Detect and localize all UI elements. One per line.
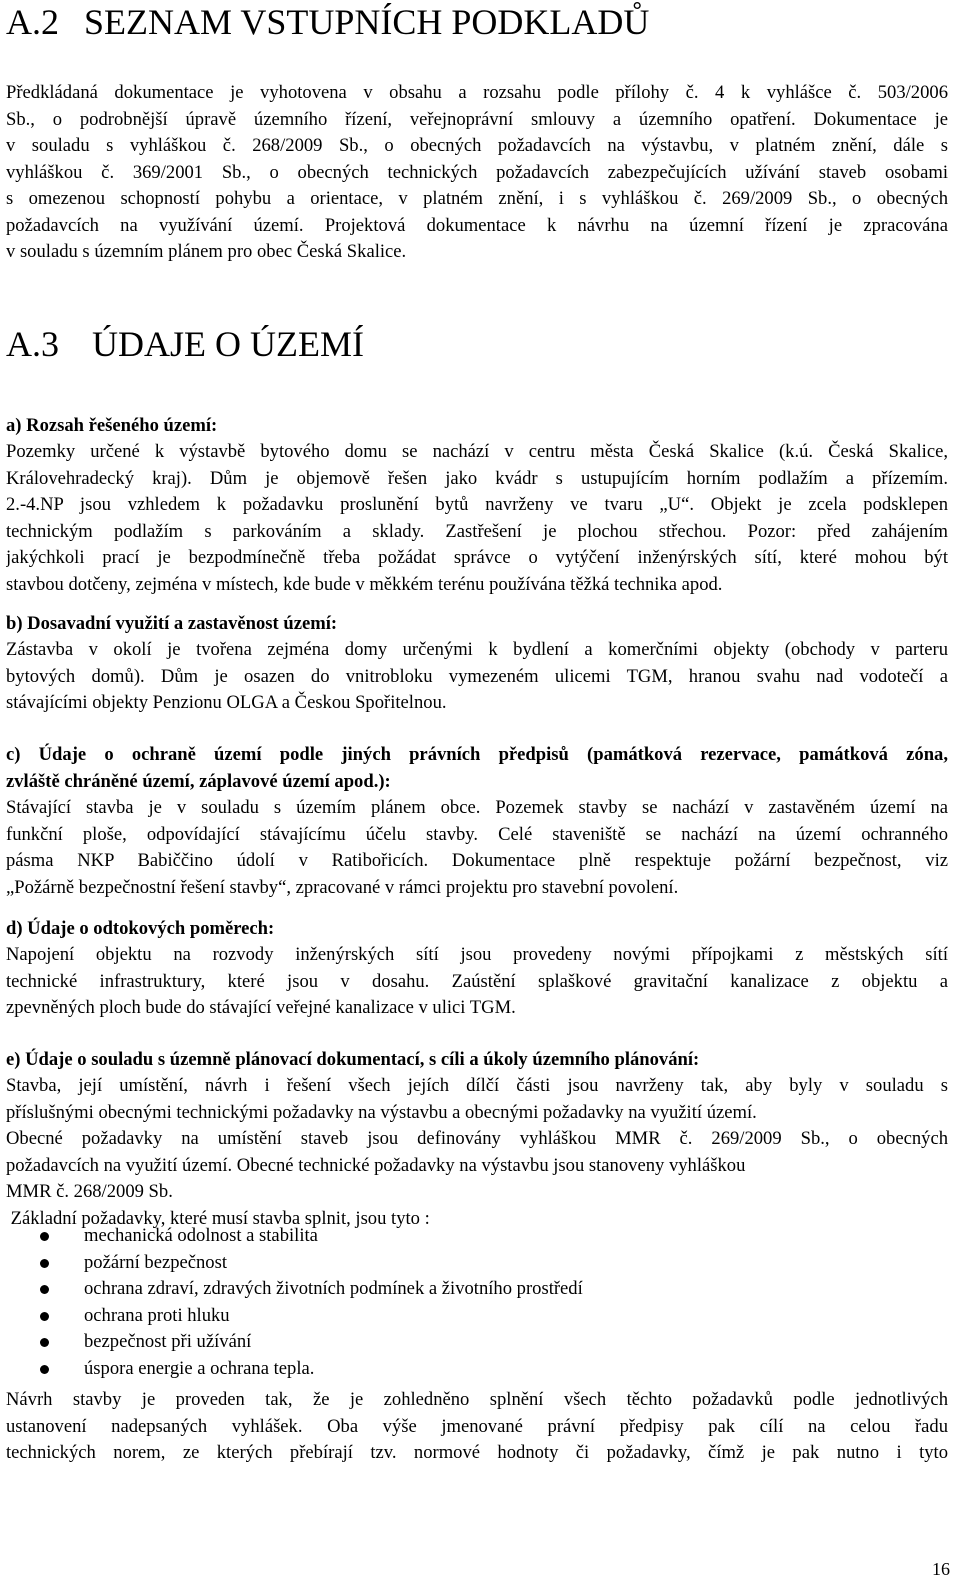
- list-item-text: ochrana zdraví, zdravých životních podmínek a životního prostředí: [84, 1278, 583, 1299]
- section-a-body: [6, 439, 948, 598]
- section-e-body: [6, 1073, 948, 1232]
- section-b-title: b) Dosavadní využití a zastavěnost území:: [6, 613, 338, 634]
- list-item-text: ochrana proti hluku: [84, 1304, 230, 1326]
- section-a-line: 2.-4.NP jsou vzhledem k požadavku proslunění bytů navrženy ve tvaru „U“. Objekt je zcela podsklepen: [6, 494, 948, 515]
- intro-line: s omezenou schopností pohybu a orientace, v platném znění, i s vyhláškou č. 269/2009 Sb., o obecných: [6, 188, 948, 209]
- section-c-title-line: c) Údaje o ochraně území podle jiných právních předpisů (památková rezervace, památková zóna,: [6, 744, 948, 765]
- section-e-line: příslušnými obecnými technickými požadavky na výstavbu a obecnými požadavky na využití území.: [6, 1101, 757, 1123]
- closing-line: technických norem, ze kterých přebírají tzv. normové hodnoty či požadavky, čímž je pak nutno i tyto: [6, 1442, 948, 1463]
- heading-a2: [6, 0, 649, 44]
- bullet-icon: [40, 1232, 49, 1241]
- section-d-line: zpevněných ploch bude do stávající veřejné kanalizace v ulici TGM.: [6, 997, 516, 1018]
- bullet-icon: [40, 1259, 49, 1268]
- section-e-line: Stavba, její umístění, návrh i řešení všech jejích dílčí části jsou navrženy tak, aby byly v souladu s: [6, 1075, 948, 1096]
- section-a-line: jakýchkoli prací je bezpodmínečně třeba požádat správce o vytýčení inženýrských sítí, které mohou být: [6, 547, 948, 568]
- intro-line: vyhláškou č. 369/2001 Sb., o obecných technických požadavcích zabezpečujících užívání staveb osobami: [6, 161, 948, 183]
- section-b-line: Zástavba v okolí je tvořena zejména domy určenými k bydlení a komerčními objekty (obchody v parteru: [6, 639, 948, 660]
- section-a-line: technickým podlažím s parkováním a sklady. Zastřešení je plochou střechou. Pozor: před zahájením: [6, 520, 948, 542]
- section-d-line: Napojení objektu na rozvody inženýrských sítí jsou provedeny novými přípojkami z městských sítí: [6, 944, 948, 965]
- section-e-line: požadavcích na využití území. Obecné technické požadavky na výstavbu jsou stanoveny vyhláškou: [6, 1154, 746, 1176]
- section-e-line: MMR č. 268/2009 Sb.: [6, 1181, 173, 1202]
- heading-a3-title: ÚDAJE O ÚZEMÍ: [92, 324, 364, 364]
- intro-line: v souladu s územním plánem pro obec Česká Skalice.: [6, 241, 407, 262]
- bullet-icon: [40, 1338, 49, 1347]
- section-a-line: Královehradecký kraj). Dům je objemově řešen jako kvádr s ustupujícím horním podlažím a přízemím.: [6, 467, 948, 489]
- list-item-text: mechanická odolnost a stabilita: [84, 1225, 318, 1246]
- section-b-body: [6, 637, 948, 717]
- section-e-closing: [6, 1387, 948, 1467]
- section-b-line: bytových domů). Dům je osazen do vnitrobloku vymezeném ulicemi TGM, hranou svahu nad vodotečí a: [6, 665, 948, 687]
- section-c-line: pásma NKP Babiččino údolí v Ratibořicích. Dokumentace plně respektuje požární bezpečnost, viz: [6, 850, 948, 871]
- intro-paragraph: [6, 80, 948, 266]
- section-e-line: Obecné požadavky na umístění staveb jsou definovány vyhláškou MMR č. 269/2009 Sb., o obecných: [6, 1128, 948, 1149]
- closing-line: ustanovení nadepsaných vyhlášek. Oba výše jmenované právní předpisy pak cílí na celou řadu: [6, 1415, 948, 1437]
- list-item: [40, 1223, 583, 1250]
- closing-line: Návrh stavby je proveden tak, že je zohledněno splnění všech těchto požadavků podle jednotlivých: [6, 1389, 948, 1410]
- section-d-body: [6, 942, 948, 1022]
- intro-line: v souladu s vyhláškou č. 268/2009 Sb., o obecných požadavcích na výstavbu, v platném znění, dále s: [6, 135, 948, 156]
- requirements-list: [40, 1223, 583, 1382]
- heading-a2-number: A.2: [6, 2, 59, 42]
- section-d-line: technické infrastruktury, které jsou v dosahu. Zaústění splaškové gravitační kanalizace z objektu a: [6, 970, 948, 992]
- intro-line: Předkládaná dokumentace je vyhotovena v obsahu a rozsahu podle přílohy č. 4 k vyhlášce č. 503/2006: [6, 82, 948, 103]
- section-c-line: „Požárně bezpečnostní řešení stavby“, zpracované v rámci projektu pro stavební povolení.: [6, 876, 679, 898]
- section-d-title: d) Údaje o odtokových poměrech:: [6, 918, 275, 939]
- section-c-line: funkční ploše, odpovídající stávajícímu účelu stavby. Celé staveniště se nachází na území ochranného: [6, 823, 948, 845]
- section-a-title: a) Rozsah řešeného území:: [6, 415, 218, 436]
- list-item-text: bezpečnost při užívání: [84, 1331, 252, 1352]
- list-item: [40, 1303, 583, 1330]
- section-e-title: e) Údaje o souladu s územně plánovací dokumentací, s cíli a úkoly územního plánování:: [6, 1049, 700, 1070]
- section-c-title-line: zvláště chráněné území, záplavové území apod.):: [6, 770, 391, 792]
- heading-a3: [6, 322, 364, 366]
- section-a-line: stavbou dotčeny, zejména v místech, kde bude v měkkém terénu používána těžká technika apod.: [6, 573, 723, 595]
- heading-a3-number: A.3: [6, 324, 59, 364]
- list-item: [40, 1250, 583, 1277]
- page-number: 16: [932, 1559, 950, 1579]
- list-item-text: požární bezpečnost: [84, 1251, 228, 1273]
- bullet-icon: [40, 1285, 49, 1294]
- list-item: [40, 1356, 583, 1383]
- section-c-line: Stávající stavba je v souladu s územím plánem obce. Pozemek stavby se nachází v zastavěném území na: [6, 797, 948, 818]
- bullet-icon: [40, 1365, 49, 1374]
- list-item: [40, 1276, 583, 1303]
- section-c-title: [6, 742, 948, 795]
- section-b-line: stávajícími objekty Penzionu OLGA a Českou Spořitelnou.: [6, 692, 447, 713]
- list-item: [40, 1329, 583, 1356]
- section-c-body: [6, 795, 948, 901]
- intro-line: požadavcích na využívání území. Projektová dokumentace k návrhu na územní řízení je zpracována: [6, 214, 948, 236]
- heading-a2-title: SEZNAM VSTUPNÍCH PODKLADŮ: [84, 2, 650, 42]
- section-a-line: Pozemky určené k výstavbě bytového domu se nachází v centru města Česká Skalice (k.ú. Česká Skalice,: [6, 441, 948, 462]
- section-e-line: Základní požadavky, které musí stavba splnit, jsou tyto :: [6, 1207, 430, 1229]
- bullet-icon: [40, 1312, 49, 1321]
- intro-line: Sb., o podrobnější úpravě územního řízení, veřejnoprávní smlouvy a územního opatření. Dokumentace je: [6, 108, 948, 130]
- list-item-text: úspora energie a ochrana tepla.: [84, 1357, 315, 1379]
